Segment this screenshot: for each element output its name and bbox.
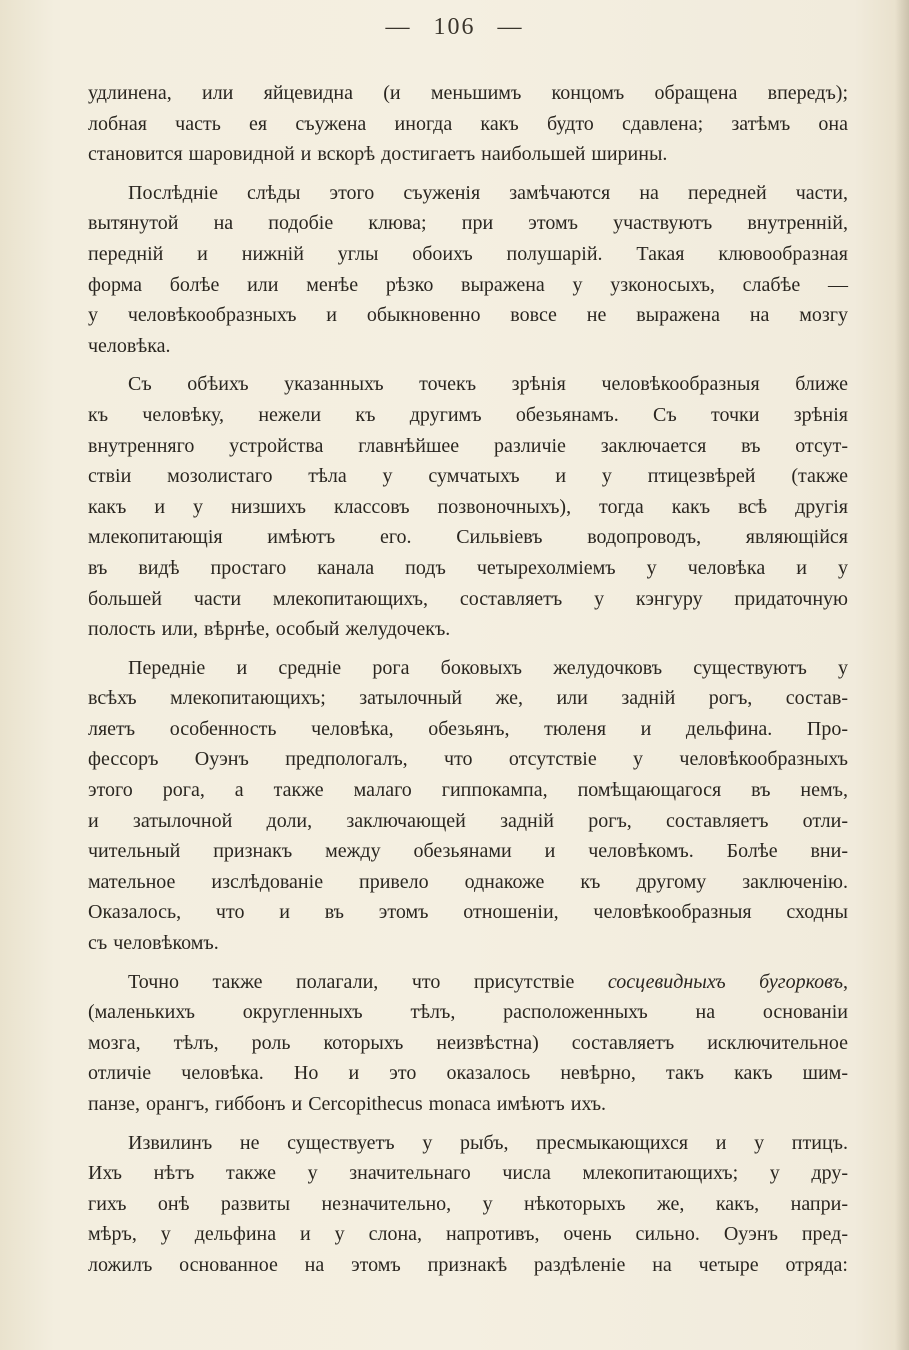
text-line: становится шаровидной и вскорѣ достигаетъ наибольшей ширины.: [88, 143, 668, 166]
text-line: [88, 967, 848, 998]
text-line: и затылочной доли, заключающей задній рогъ, составляетъ отли-: [88, 809, 848, 832]
text-line: мозга, тѣлъ, роль которыхъ неизвѣстна) составляетъ исключительное: [88, 1031, 848, 1054]
body-text: [88, 78, 848, 1281]
text-line: панзе, орангъ, гиббонъ и Cercopithecus monaca имѣютъ ихъ.: [88, 1093, 607, 1115]
text-line: ляетъ особенность человѣка, обезьянъ, тюленя и дельфина. Про-: [88, 717, 848, 740]
text-line: полость или, вѣрнѣе, особый желудочекъ.: [88, 618, 451, 641]
paragraph: [88, 653, 848, 959]
text-line: Оказалось, что и въ этомъ отношеніи, человѣкообразныя сходны: [88, 901, 848, 924]
text-line: какъ и у низшихъ классовъ позвоночныхъ), тогда какъ всѣ другія: [88, 495, 848, 518]
text-line: (маленькихъ округленныхъ тѣлъ, расположенныхъ на основаніи: [88, 1001, 848, 1024]
text-line: удлинена, или яйцевидна (и меньшимъ концомъ обращена впередъ);: [88, 82, 848, 104]
text-line: всѣхъ млекопитающихъ; затылочный же, или задній рогъ, состав-: [88, 687, 848, 710]
paragraph: [88, 78, 848, 170]
page-header: [0, 14, 909, 41]
text-line: фессоръ Оуэнъ предпологалъ, что отсутствіе у человѣкообразныхъ: [88, 748, 848, 771]
text-line: вытянутой на подобіе клюва; при этомъ участвуютъ внутренній,: [88, 212, 848, 235]
text-run: Точно также полагали, что присутствіе: [128, 970, 608, 993]
text-line: Послѣдніе слѣды этого съуженія замѣчаются на передней части,: [128, 181, 848, 204]
text-line: лобная часть ея съужена иногда какъ будто сдавлена; затѣмъ она: [88, 112, 848, 135]
paragraph: [88, 1128, 848, 1281]
text-run: ,: [842, 970, 848, 993]
text-line: въ видѣ простаго канала подъ четырехолміемъ у человѣка и у: [88, 556, 848, 579]
text-line: большей части млекопитающихъ, составляетъ у кэнгуру придаточную: [88, 587, 848, 610]
text-line: ствіи мозолистаго тѣла у сумчатыхъ и у птицезвѣрей (также: [88, 465, 848, 488]
italic-term: сосцевидныхъ бугорковъ: [607, 970, 843, 993]
text-line: мательное изслѣдованіе привело однакоже къ другому заключенію.: [88, 870, 848, 893]
text-line: къ человѣку, нежели къ другимъ обезьянамъ. Съ точки зрѣнія: [88, 403, 848, 426]
text-line: Извилинъ не существуетъ у рыбъ, пресмыкающихся и у птицъ.: [128, 1131, 848, 1154]
text-line: чительный признакъ между обезьянами и человѣкомъ. Болѣе вни-: [88, 840, 848, 863]
text-line: ложилъ основанное на этомъ признакѣ раздѣленіе на четыре отряда:: [88, 1253, 848, 1276]
paragraph: [88, 967, 848, 1120]
text-line: съ человѣкомъ.: [88, 932, 219, 955]
text-line: человѣка.: [88, 334, 171, 357]
text-line: Ихъ нѣтъ также у значительнаго числа млекопитающихъ; у дру-: [88, 1162, 848, 1185]
header-dash-left: —: [385, 14, 412, 40]
paragraph: [88, 369, 848, 644]
text-line: гихъ онѣ развиты незначительно, у нѣкоторыхъ же, какъ, напри-: [88, 1192, 848, 1215]
text-line: Передніе и средніе рога боковыхъ желудочковъ существуютъ у: [128, 656, 848, 679]
text-line: передній и нижній углы обоихъ полушарій. Такая клювообразная: [88, 242, 848, 265]
text-line: отличіе человѣка. Но и это оказалось невѣрно, такъ какъ шим-: [88, 1062, 848, 1085]
page-edge-shadow: [895, 0, 909, 1350]
text-line: мѣръ, у дельфина и у слона, напротивъ, очень сильно. Оуэнъ пред-: [88, 1223, 848, 1246]
text-line: у человѣкообразныхъ и обыкновенно вовсе не выражена на мозгу: [88, 304, 848, 327]
header-dash-right: —: [497, 14, 524, 40]
text-line: внутренняго устройства главнѣйшее различіе заключается въ отсут-: [88, 434, 848, 457]
text-line: форма болѣе или менѣе рѣзко выражена у узконосыхъ, слабѣе —: [88, 273, 848, 296]
page-number: 106: [433, 14, 476, 40]
paragraph: [88, 178, 848, 362]
text-line: млекопитающія имѣютъ его. Сильвіевъ водопроводъ, являющійся: [88, 526, 848, 549]
text-line: Съ обѣихъ указанныхъ точекъ зрѣнія человѣкообразныя ближе: [128, 373, 848, 396]
text-line: этого рога, а также малаго гиппокампа, помѣщающагося въ немъ,: [88, 779, 848, 802]
